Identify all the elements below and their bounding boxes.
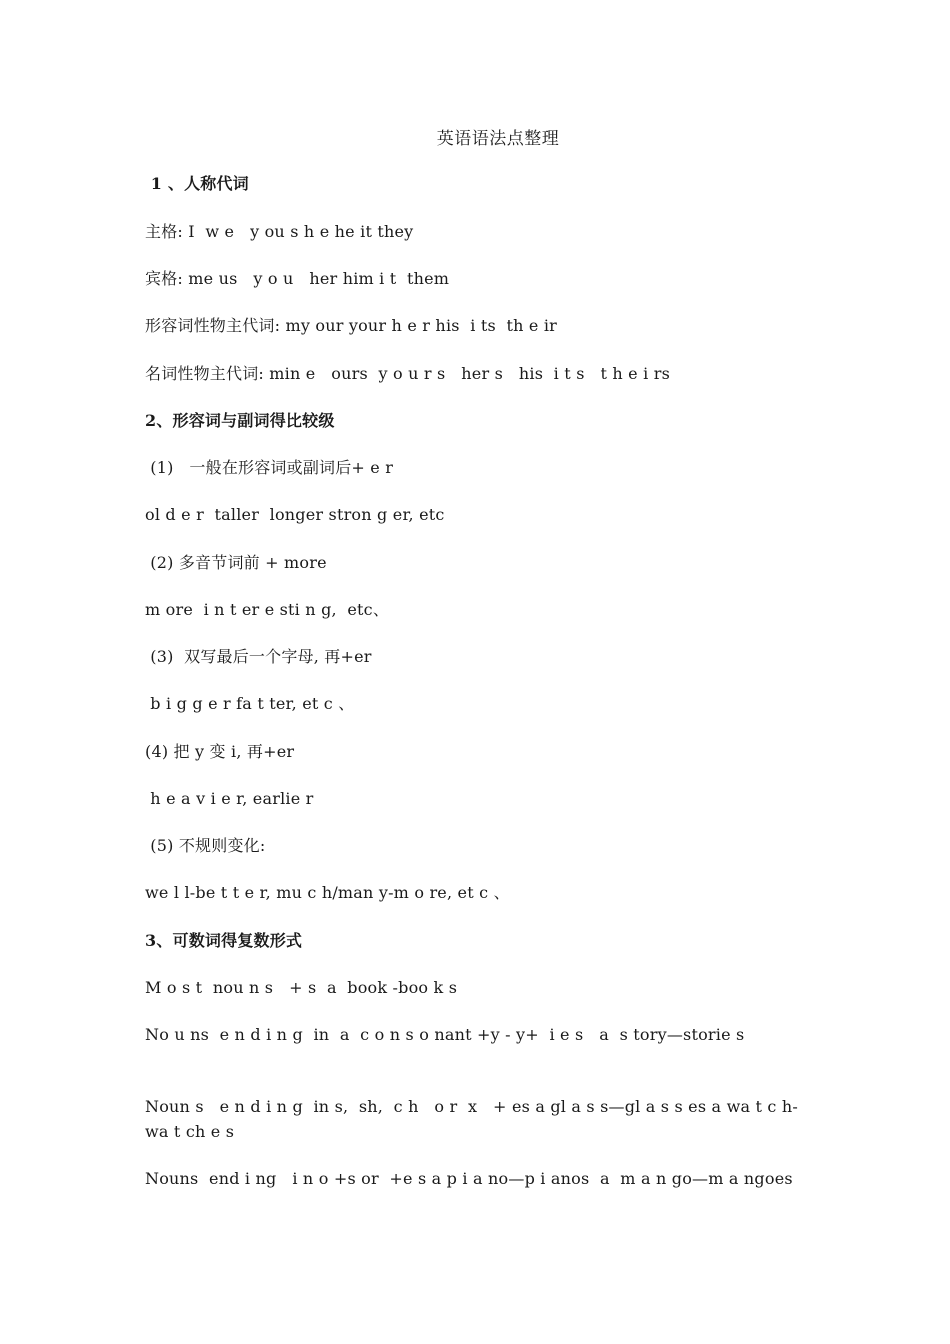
- s2-line-1: (1) 一般在形容词或副词后+ e r: [145, 458, 394, 477]
- s1-line-1: 主格: I w e y ou s h e he it they: [145, 222, 414, 241]
- section-1-heading: 1 、人称代词: [145, 174, 249, 193]
- s3-line-2: No u ns e n d i n g in a c o n s o nant +y - y+ i e s a s tory—storie s: [145, 1025, 745, 1044]
- s3-line-4: Nouns end i ng i n o +s or +e s a p i a no—p i anos a m a n go—m a ngoes: [145, 1169, 793, 1188]
- s2-line-3: (2) 多音节词前 + more: [145, 553, 327, 572]
- section-3-heading: 3、可数词得复数形式: [145, 931, 303, 950]
- s2-line-10: we l l-be t t e r, mu c h/man y-m o re, et c 、: [145, 883, 510, 902]
- s3-line-1: M o s t nou n s + s a book -boo k s: [145, 978, 458, 997]
- s3-line-3: Noun s e n d i n g in s, sh, c h o r x + es a gl a s s—gl a s s es a wa t c h-wa t ch e s: [145, 1097, 798, 1141]
- s2-line-8: h e a v i e r, earlie r: [145, 789, 314, 808]
- s2-line-9: (5) 不规则变化:: [145, 836, 266, 855]
- s1-line-2: 宾格: me us y o u her him i t them: [145, 269, 450, 288]
- s2-line-7: (4) 把 y 变 i, 再+er: [145, 742, 295, 761]
- s2-line-4: m ore i n t er e sti n g, etc、: [145, 600, 390, 619]
- s2-line-2: ol d e r taller longer stron g er, etc: [145, 505, 445, 524]
- s1-line-3: 形容词性物主代词: my our your h e r his i ts th e ir: [145, 316, 557, 335]
- page-title: 英语语法点整理: [436, 129, 560, 149]
- s2-line-6: b i g g e r fa t ter, et c 、: [145, 694, 355, 713]
- section-2-heading: 2、形容词与副词得比较级: [145, 411, 335, 430]
- s2-line-5: (3) 双写最后一个字母, 再+er: [145, 647, 372, 666]
- s1-line-4: 名词性物主代词: min e ours y o u r s her s his i t s t h e i rs: [145, 364, 670, 383]
